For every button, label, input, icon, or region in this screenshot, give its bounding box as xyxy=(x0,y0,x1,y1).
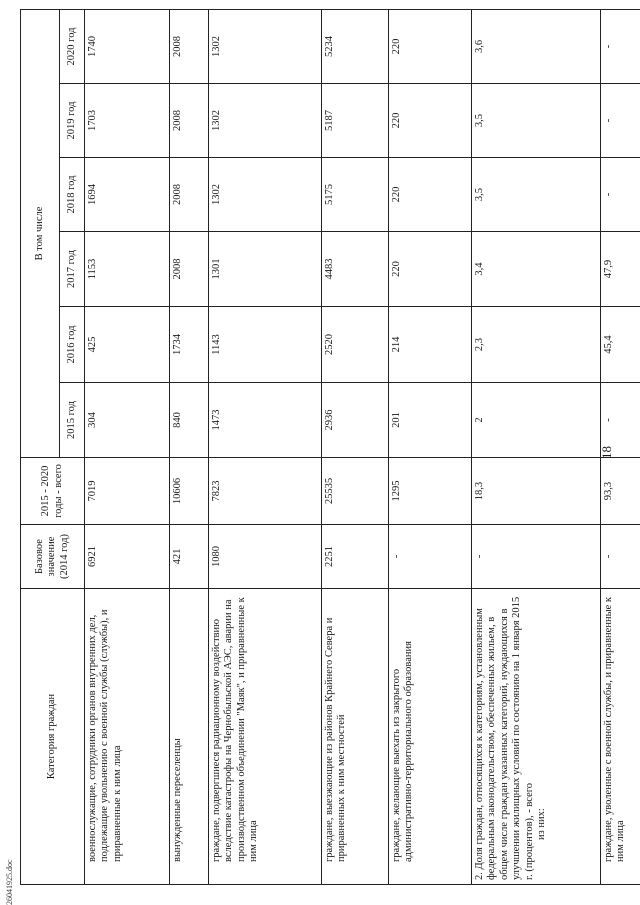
row-2016: 45,4 xyxy=(601,307,640,383)
row-2018: 220 xyxy=(389,158,472,232)
header-category: Категория граждан xyxy=(21,589,85,885)
row-2019: 1703 xyxy=(85,84,170,158)
header-row xyxy=(21,9,60,884)
row-2017: 2008 xyxy=(170,232,209,307)
row-base: 2251 xyxy=(322,525,389,589)
row-2017: 4483 xyxy=(322,232,389,307)
row-2017: 220 xyxy=(389,232,472,307)
row-total: 25535 xyxy=(322,458,389,525)
row-note: из них: xyxy=(535,808,547,840)
row-2016: 425 xyxy=(85,307,170,383)
row-2015: 2936 xyxy=(322,383,389,458)
row-2020: 1740 xyxy=(85,9,170,83)
table-row xyxy=(601,9,640,884)
header-year-2020: 2020 год xyxy=(60,9,85,83)
row-2019: - xyxy=(601,84,640,158)
row-2019: 3,5 xyxy=(472,84,601,158)
header-including: В том числе xyxy=(21,9,60,457)
housing-table xyxy=(20,9,640,885)
page-number: 18 xyxy=(599,446,614,459)
row-2019: 5187 xyxy=(322,84,389,158)
row-2016: 1734 xyxy=(170,307,209,383)
row-2020: 220 xyxy=(389,9,472,83)
header-year-2016: 2016 год xyxy=(60,307,85,383)
header-base: Базовое значение (2014 год) xyxy=(21,525,85,589)
row-2020: 5234 xyxy=(322,9,389,83)
row-2015: 1473 xyxy=(209,383,322,458)
row-2018: 1694 xyxy=(85,158,170,232)
table-row xyxy=(322,9,389,884)
table-row xyxy=(389,9,472,884)
row-category: граждане, уволенные с военной службы, и приравненные к ним лица xyxy=(601,589,640,885)
row-2015: 2 xyxy=(472,383,601,458)
row-2017: 47,9 xyxy=(601,232,640,307)
row-2015: 304 xyxy=(85,383,170,458)
row-category xyxy=(472,589,601,885)
table-row xyxy=(472,9,601,884)
row-2020: 2008 xyxy=(170,9,209,83)
row-2018: - xyxy=(601,158,640,232)
row-category: граждане, желающие выехать из закрытого административно-территориального образования xyxy=(389,589,472,885)
row-2015: 201 xyxy=(389,383,472,458)
header-year-2015: 2015 год xyxy=(60,383,85,458)
row-2015: - xyxy=(601,383,640,458)
header-year-2017: 2017 год xyxy=(60,232,85,307)
row-category: граждане, подвергшиеся радиационному воздействию вследствие катастрофы на Чернобыльской АЭС, аварии на производственном объединении "Маяк", и приравненные к ним лица xyxy=(209,589,322,885)
row-2018: 3,5 xyxy=(472,158,601,232)
row-base: - xyxy=(472,525,601,589)
row-2016: 214 xyxy=(389,307,472,383)
row-2019: 1302 xyxy=(209,84,322,158)
row-category: вынужденные переселенцы xyxy=(170,589,209,885)
row-2015: 840 xyxy=(170,383,209,458)
row-category: граждане, выезжающие из районов Крайнего Севера и приравненных к ним местностей xyxy=(322,589,389,885)
row-2018: 1302 xyxy=(209,158,322,232)
row-base: - xyxy=(389,525,472,589)
row-base: 421 xyxy=(170,525,209,589)
row-2017: 1153 xyxy=(85,232,170,307)
row-2020: - xyxy=(601,9,640,83)
row-2018: 5175 xyxy=(322,158,389,232)
row-total: 18,3 xyxy=(472,458,601,525)
row-2020: 3,6 xyxy=(472,9,601,83)
row-2016: 2520 xyxy=(322,307,389,383)
row-2016: 1143 xyxy=(209,307,322,383)
row-2019: 220 xyxy=(389,84,472,158)
row-2017: 3,4 xyxy=(472,232,601,307)
row-2018: 2008 xyxy=(170,158,209,232)
row-2017: 1301 xyxy=(209,232,322,307)
table-row xyxy=(209,9,322,884)
header-year-2018: 2018 год xyxy=(60,158,85,232)
row-total: 1295 xyxy=(389,458,472,525)
header-total: 2015 - 2020 годы - всего xyxy=(21,458,85,525)
row-2020: 1302 xyxy=(209,9,322,83)
row-category-text: 2. Доля граждан, относящихся к категориям, установленным федеральным законодательством, обеспеченных жильем, в общем числе граждан указанных категорий, нуждающихся в улучшении жилищных условий по состоянию на 1 января 2015 г. (процентов), - всего xyxy=(474,596,535,880)
header-year-2019: 2019 год xyxy=(60,84,85,158)
row-base: 6921 xyxy=(85,525,170,589)
row-total: 93,3 xyxy=(601,458,640,525)
row-category: военнослужащие, сотрудники органов внутренних дел, подлежащие увольнению с военной службы (службы), и приравненные к ним лица xyxy=(85,589,170,885)
document-filename: 26041925.doc xyxy=(5,859,14,905)
table-row xyxy=(85,9,170,884)
row-total: 7823 xyxy=(209,458,322,525)
row-2016: 2,3 xyxy=(472,307,601,383)
row-base: - xyxy=(601,525,640,589)
row-base: 1080 xyxy=(209,525,322,589)
row-total: 7019 xyxy=(85,458,170,525)
table-row xyxy=(170,9,209,884)
row-total: 10606 xyxy=(170,458,209,525)
row-2019: 2008 xyxy=(170,84,209,158)
